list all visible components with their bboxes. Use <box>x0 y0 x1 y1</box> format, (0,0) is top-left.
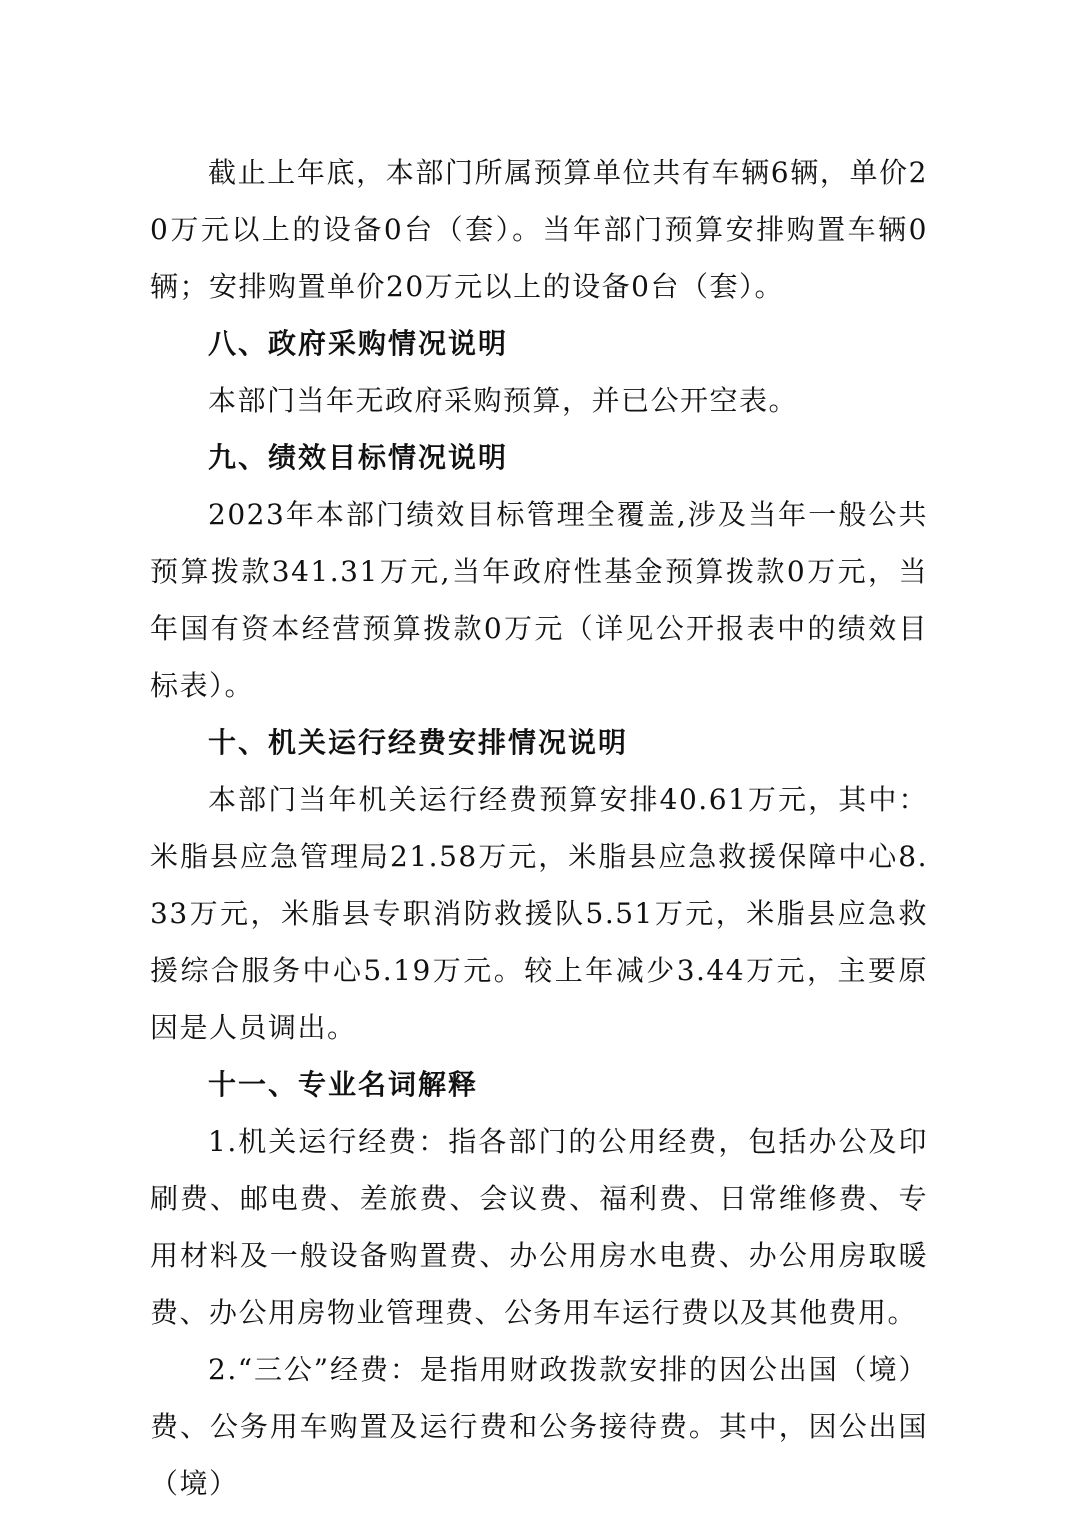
term-2-paragraph: 2.“三公”经费：是指用财政拨款安排的因公出国（境）费、公务用车购置及运行费和公务接待费。其中，因公出国（境） <box>150 1353 928 1500</box>
section-10-heading: 十、机关运行经费安排情况说明 <box>208 726 629 759</box>
procurement-paragraph: 本部门当年无政府采购预算，并已公开空表。 <box>208 384 799 417</box>
document-page <box>150 144 928 1512</box>
section-9-heading: 九、绩效目标情况说明 <box>208 441 509 474</box>
vehicles-paragraph: 截止上年底，本部门所属预算单位共有车辆6辆，单价20万元以上的设备0台（套）。当年部门预算安排购置车辆0辆；安排购置单价20万元以上的设备0台（套）。 <box>150 156 928 303</box>
term-1-paragraph: 1.机关运行经费：指各部门的公用经费，包括办公及印刷费、邮电费、差旅费、会议费、福利费、日常维修费、专用材料及一般设备购置费、办公用房水电费、办公用房取暖费、办公用房物业管理费、公务用车运行费以及其他费用。 <box>150 1125 928 1329</box>
operating-cost-paragraph: 本部门当年机关运行经费预算安排40.61万元，其中：米脂县应急管理局21.58万元，米脂县应急救援保障中心8.33万元，米脂县专职消防救援队5.51万元，米脂县应急救援综合服务中心5.19万元。较上年减少3.44万元，主要原因是人员调出。 <box>150 783 928 1044</box>
section-11-heading: 十一、专业名词解释 <box>208 1068 479 1101</box>
section-8-heading: 八、政府采购情况说明 <box>208 327 509 360</box>
performance-paragraph: 2023年本部门绩效目标管理全覆盖,涉及当年一般公共预算拨款341.31万元,当年政府性基金预算拨款0万元，当年国有资本经营预算拨款0万元（详见公开报表中的绩效目标表）。 <box>150 498 928 702</box>
